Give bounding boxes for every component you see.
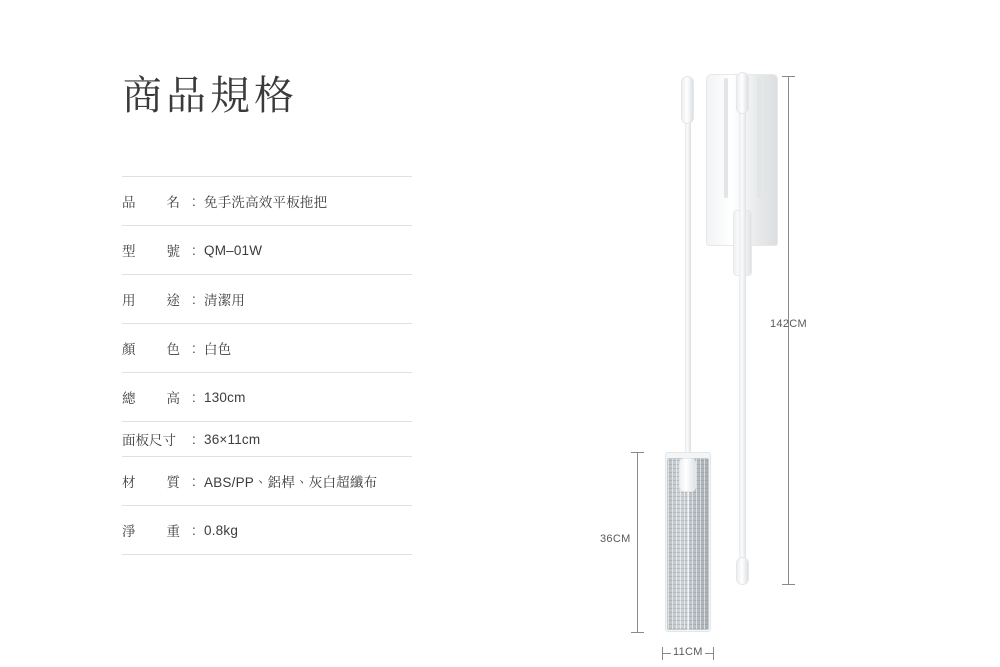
- spec-label-plate-size: 面板尺寸: [122, 433, 176, 448]
- table-row: [122, 506, 412, 555]
- dimension-cap-bottom: [782, 584, 795, 585]
- spec-label-char-1: 顏: [122, 342, 136, 357]
- spec-table: [122, 176, 412, 555]
- spec-value-name: 免手洗高效平板拖把: [204, 195, 328, 210]
- spec-label-model: [122, 233, 180, 267]
- dimension-cap-bottom: [631, 632, 644, 633]
- spec-label-char-2: 號: [166, 244, 180, 259]
- mop-pole-icon: [739, 72, 746, 582]
- spec-label-cell: [122, 177, 192, 226]
- table-row: [122, 373, 412, 422]
- spec-colon: :: [192, 340, 196, 356]
- spec-label-color: [122, 331, 180, 365]
- spec-label-char-1: 用: [122, 293, 136, 308]
- spec-value-plate-size: 36×11cm: [204, 431, 261, 447]
- spec-colon: :: [192, 242, 196, 258]
- spec-label-char-2: 途: [166, 293, 180, 308]
- spec-label-name: [122, 184, 180, 218]
- spec-value-color: 白色: [204, 342, 232, 357]
- mop-pole-grip-icon: [736, 72, 749, 114]
- spec-colon: :: [192, 522, 196, 538]
- spec-colon: :: [192, 431, 196, 447]
- spec-label-char-1: 品: [122, 195, 136, 210]
- spec-value-material: ABS/PP、鋁桿、灰白超纖布: [204, 475, 378, 490]
- mop-secondary-grip-icon: [681, 76, 694, 124]
- spec-colon: :: [192, 473, 196, 489]
- spec-label-cell: [122, 324, 192, 373]
- spec-label-char-2: 高: [166, 391, 180, 406]
- page-title: 商品規格: [122, 74, 298, 118]
- table-row: [122, 275, 412, 324]
- spec-label-char-2: 重: [166, 524, 180, 539]
- spec-label-cell: [122, 275, 192, 324]
- spec-label-char-2: 色: [166, 342, 180, 357]
- table-row: [122, 422, 412, 457]
- table-row: [122, 324, 412, 373]
- dimension-cap-top: [782, 76, 795, 77]
- spec-label-cell: [122, 506, 192, 555]
- spec-label-cell: [122, 226, 192, 275]
- spec-colon: :: [192, 193, 196, 209]
- spec-label-char-1: 總: [122, 391, 136, 406]
- spec-colon: :: [192, 291, 196, 307]
- mop-secondary-joint-icon: [679, 458, 696, 492]
- table-row: [122, 226, 412, 275]
- spec-label-char-2: 名: [166, 195, 180, 210]
- dimension-cap-left: [662, 647, 663, 660]
- spec-label-char-2: 質: [166, 475, 180, 490]
- dimension-label-total-height: 142CM: [770, 318, 807, 330]
- spec-label-weight: [122, 513, 180, 547]
- dimension-line-total-height: [788, 76, 789, 584]
- spec-label-height: [122, 380, 180, 414]
- spec-value-weight: 0.8kg: [204, 522, 239, 538]
- spec-value-height: 130cm: [204, 389, 246, 405]
- dimension-line-plate-length: [637, 452, 638, 632]
- table-row: [122, 457, 412, 506]
- spec-label-char-1: 材: [122, 475, 136, 490]
- dimension-label-plate-width: 11CM: [673, 646, 703, 658]
- dimension-cap-right: [713, 647, 714, 660]
- spec-label-cell: [122, 373, 192, 422]
- spec-label-usage: [122, 282, 180, 316]
- dimension-cap-top: [631, 452, 644, 453]
- mop-pole-tip-icon: [736, 557, 749, 585]
- mop-head-slot-right-icon: [757, 78, 761, 198]
- dimension-label-plate-length: 36CM: [600, 533, 631, 545]
- spec-label-cell: [122, 457, 192, 506]
- mop-head-slot-left-icon: [724, 78, 728, 198]
- mop-secondary-pole-icon: [685, 78, 691, 478]
- spec-value-usage: 清潔用: [204, 293, 246, 308]
- product-illustration: [600, 60, 980, 658]
- spec-label-char-1: 型: [122, 244, 136, 259]
- spec-colon: :: [192, 389, 196, 405]
- spec-label-char-1: 淨: [122, 524, 136, 539]
- product-spec-panel: [122, 72, 442, 555]
- spec-label-material: [122, 464, 180, 498]
- table-row: [122, 177, 412, 226]
- spec-value-model: QM–01W: [204, 242, 263, 258]
